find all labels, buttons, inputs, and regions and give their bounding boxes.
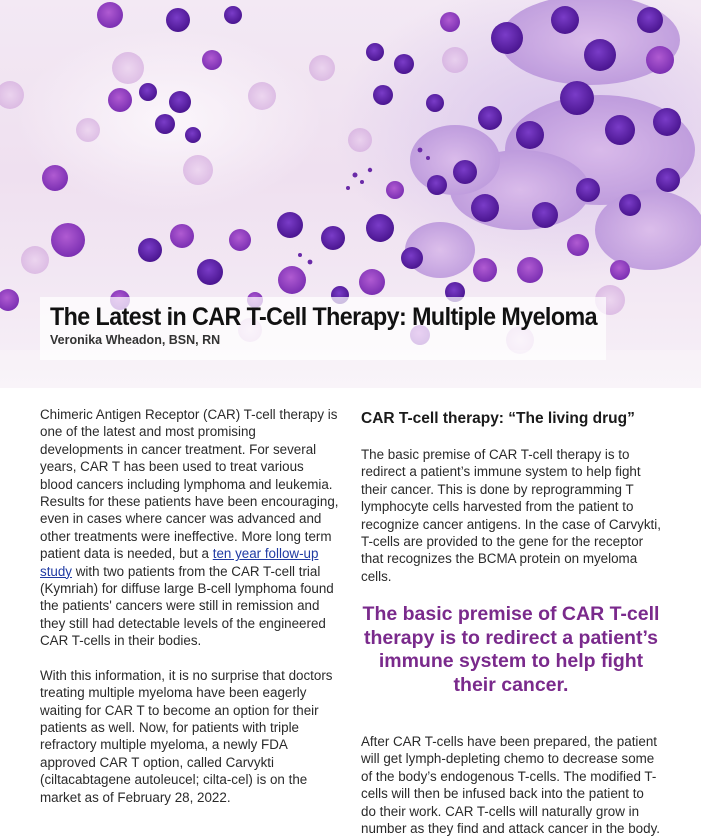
article-byline: Veronika Wheadon, BSN, RN: [50, 333, 221, 347]
intro-paragraph: [40, 406, 340, 650]
section-title: CAR T-cell therapy: “The living drug”: [361, 410, 635, 427]
intro-text-end: with two patients from the CAR T-cell trial (Kymriah) for diffuse large B-cell lymphoma found the patients' cancers were still in remission and they still had detectable levels of the engineered CAR T-cells in their bodies.: [40, 563, 334, 649]
intro-text-start: Chimeric Antigen Receptor (CAR) T-cell therapy is one of the latest and most promising developments in cancer treatment. For several years, CAR T has been used to treat various blood cancers including lymphoma and leukemia. Results for these patients have been encouraging, even in cases where cancer was advanced and other treatments were ineffective. More long term patient data is needed, but a: [40, 407, 339, 562]
ten-year-study-link[interactable]: ten year follow-up study: [40, 546, 319, 579]
carvykti-paragraph: With this information, it is no surprise that doctors treating multiple myeloma have been eagerly waiting for CAR T to become an option for their patients as well. Now, for patients with triple refractory multiple myeloma, a newly FDA approved CAR T option, called Carvykti (ciltacabtagene autoleucel; cilta-cel) is on the market as of February 28, 2022.: [40, 667, 333, 805]
article-title: The Latest in CAR T-Cell Therapy: Multiple Myeloma: [50, 303, 597, 331]
left-column: [40, 406, 340, 806]
premise-paragraph: The basic premise of CAR T-cell therapy is to redirect a patient’s immune system to help fight their cancer. This is done by reprogramming T lymphocyte cells harvested from the patient to recognize cancer antigens. In the case of Carvykti, T-cells are provided to the gene for the receptor that recognizes the BCMA protein on myeloma cells.: [361, 447, 661, 584]
procedure-paragraph: After CAR T-cells have been prepared, the patient will get lymph-depleting chemo to decrease some of the body’s endogenous T-cells. The modified T-cells will then be infused back into the patient to do their work. CAR T-cells will naturally grow in number as they find and attack cancer in the body.: [361, 734, 660, 837]
hero-image: [0, 0, 701, 388]
pull-quote: The basic premise of CAR T-cell therapy is to redirect a patient’s immune system to help fight their cancer.: [362, 603, 660, 696]
